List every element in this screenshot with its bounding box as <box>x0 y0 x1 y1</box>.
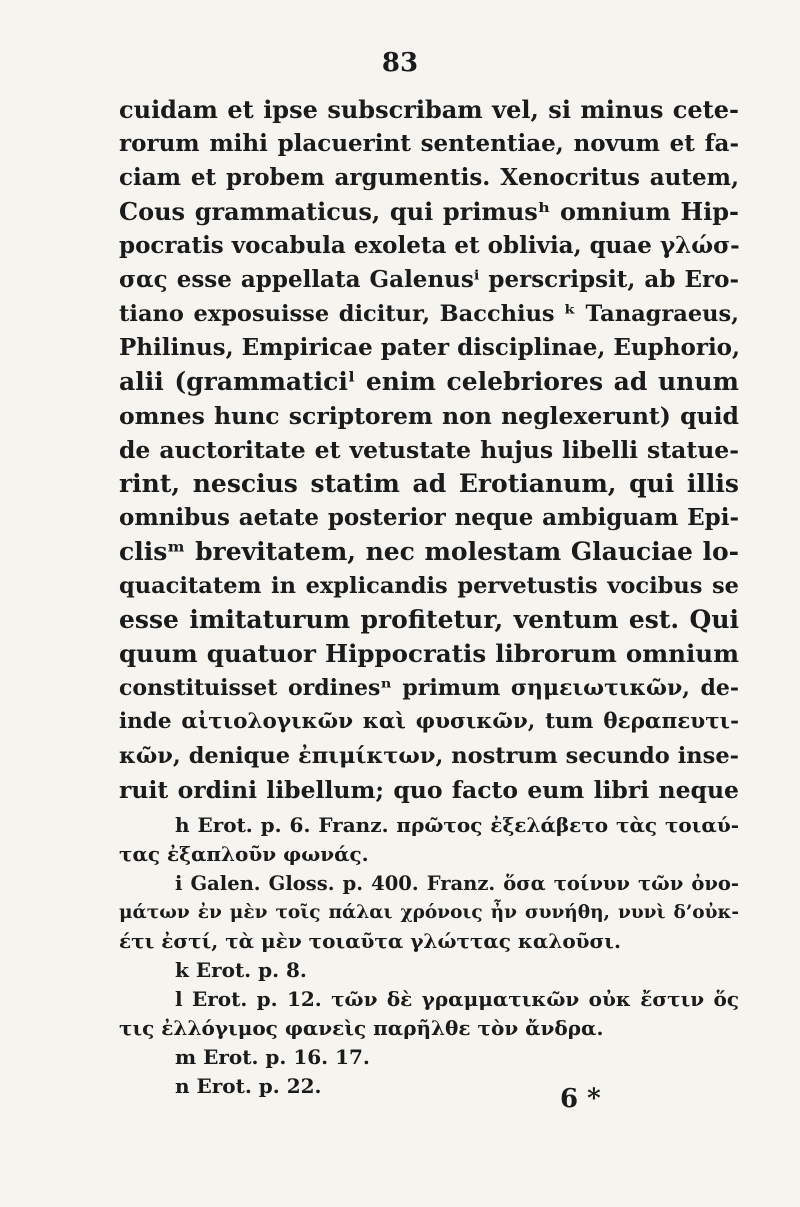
text-line: esse imitaturum profitetur, ventum est. Qui <box>119 605 739 634</box>
footnote-line: k Erot. p. 8. <box>175 958 307 982</box>
text-line: clisᵐ brevitatem, nec molestam Glauciae lo- <box>119 537 739 566</box>
text-line: rint, nescius statim ad Erotianum, qui illis <box>119 469 739 498</box>
text-line: pocratis vocabula exoleta et oblivia, quae γλώσ- <box>119 232 740 259</box>
text-line: constituisset ordinesⁿ primum σημειωτικῶν, de- <box>119 675 739 701</box>
text-line: omnibus aetate posterior neque ambiguam Epi- <box>119 504 739 531</box>
text-line: ciam et probem argumentis. Xenocritus autem, <box>119 164 739 191</box>
footnote-line: m Erot. p. 16. 17. <box>175 1045 370 1069</box>
text-line: inde αἰτιολογικῶν καὶ φυσικῶν, tum θεραπευτι- <box>119 709 739 734</box>
footnote-line: i Galen. Gloss. p. 400. Franz. ὅσα τοίνυν τῶν ὀνο- <box>175 872 739 895</box>
text-line: tiano exposuisse dicitur, Bacchius ᵏ Tanagraeus, <box>119 301 739 327</box>
text-line: κῶν, denique ἐπιμίκτων, nostrum secundo inse- <box>119 743 739 769</box>
text-line: omnes hunc scriptorem non neglexerunt) quid <box>119 402 739 430</box>
text-line: ruit ordini libellum; quo facto eum libri neque <box>119 776 739 804</box>
footnote-line: τας ἐξαπλοῦν φωνάς. <box>119 842 369 866</box>
footnote-line: μάτων ἐν μὲν τοῖς πάλαι χρόνοις ἦν συνήθη, νυνὶ δ’οὐκ- <box>119 902 739 923</box>
text-line: alii (grammaticiˡ enim celebriores ad unum <box>119 367 739 396</box>
footnote-line: l Erot. p. 12. τῶν δὲ γραμματικῶν οὐκ ἔστιν ὅς <box>175 987 739 1011</box>
text-line: Philinus, Empiricae pater disciplinae, Euphorio, <box>119 334 741 361</box>
text-line: cuidam et ipse subscribam vel, si minus cete- <box>119 95 739 124</box>
text-line: quacitatem in explicandis pervetustis vocibus se <box>119 573 739 599</box>
footnotes <box>119 811 739 1101</box>
main-text <box>119 93 739 807</box>
text-line: rorum mihi placuerint sententiae, novum et fa- <box>119 130 739 157</box>
footnote-line: έτι ἐστί, τὰ μὲν τοιαῦτα γλώττας καλοῦσι. <box>119 929 621 953</box>
footnote-line: n Erot. p. 22. <box>175 1074 322 1098</box>
text-line: σας esse appellata Galenusⁱ perscripsit, ab Ero- <box>119 266 739 293</box>
footnote-line: τις ἐλλόγιμος φανεὶς παρῆλθε τὸν ἄνδρα. <box>119 1016 604 1040</box>
footnote-line: h Erot. p. 6. Franz. πρῶτος ἐξελάβετο τὰς τοιαύ- <box>175 813 739 837</box>
text-line: de auctoritate et vetustate hujus libelli statue- <box>119 436 739 464</box>
signature-mark: 6 * <box>560 1084 601 1114</box>
text-line: Cous grammaticus, qui primusʰ omnium Hip- <box>119 197 739 226</box>
page-number: 83 <box>381 48 419 78</box>
text-line: quum quatuor Hippocratis librorum omnium <box>119 639 739 668</box>
